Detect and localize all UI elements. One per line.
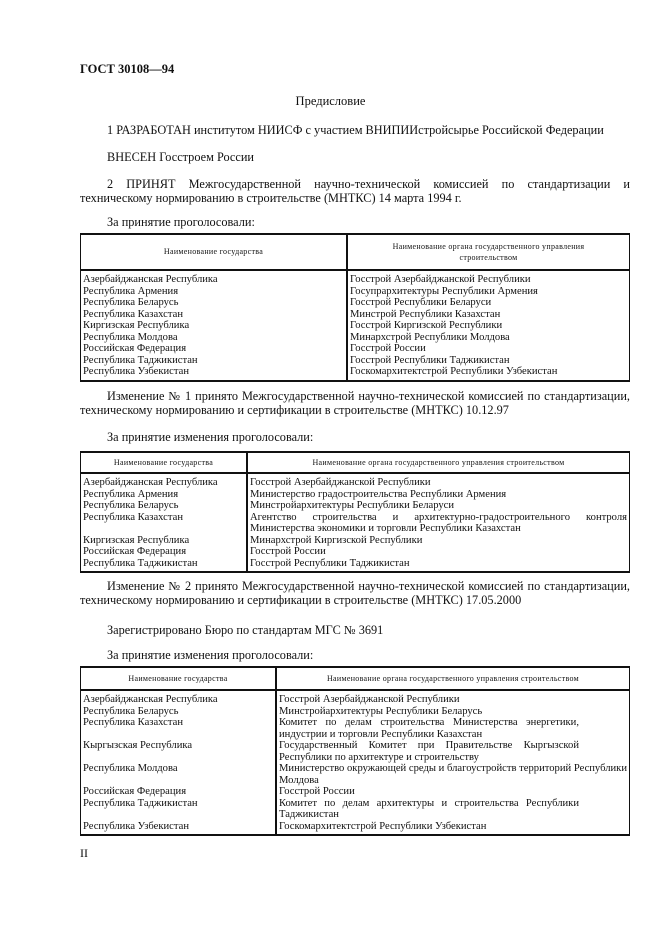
state-name: Республика Узбекистан (81, 821, 277, 836)
paragraph-developed: 1 РАЗРАБОТАН институтом НИИСФ с участием ВНИПИИстройсырье Российской Федерации (107, 123, 604, 137)
voting-table-3 (80, 666, 630, 836)
table-row (81, 763, 630, 786)
organ-name: Госстрой Азербайджанской Республики (350, 274, 531, 285)
organ-name: Госстрой России (350, 343, 426, 354)
table-row (81, 786, 630, 798)
organ-name: Госстрой Киргизской Республики (350, 320, 503, 331)
table-row (81, 512, 630, 535)
state-name: Республика Молдова (81, 332, 348, 344)
state-name: Российская Федерация (81, 343, 348, 355)
table-row (81, 690, 630, 706)
state-name: Республика Казахстан (81, 717, 277, 740)
column-header-organ: Наименование органа государственного управления строительством (247, 452, 630, 473)
state-name: Киргизская Республика (81, 535, 248, 547)
column-header-state: Наименование государства (81, 667, 277, 690)
registration-note: Зарегистрировано Бюро по стандартам МГС № 3691 (107, 623, 384, 637)
table-row (81, 366, 630, 381)
state-name: Республика Таджикистан (81, 798, 277, 821)
column-header-organ: Наименование органа государственного управления строительством (347, 234, 630, 270)
state-name: Республика Молдова (81, 763, 277, 786)
state-name: Кыргызская Республика (81, 740, 277, 763)
table-row (81, 706, 630, 718)
table-row (81, 546, 630, 558)
table-row (81, 343, 630, 355)
table-row (81, 473, 630, 489)
amendment-1: Изменение № 1 принято Межгосударственной научно-технической комиссией по стандартизации, техническому нормированию и сертификации в строительстве (МНТКС) 10.12.97 (80, 389, 630, 417)
vote-label-3: За принятие изменения проголосовали: (107, 648, 314, 662)
state-name: Республика Узбекистан (81, 366, 348, 381)
organ-name: Комитет по делам архитектуры и строительства Республики Таджикистан (279, 797, 579, 820)
table-row (81, 286, 630, 298)
organ-name: Госстрой России (250, 546, 326, 557)
state-name: Республика Армения (81, 489, 248, 501)
table-row (81, 740, 630, 763)
table-row (81, 717, 630, 740)
table-row (81, 270, 630, 286)
table-row (81, 309, 630, 321)
state-name: Республика Беларусь (81, 297, 348, 309)
organ-name: Госстрой России (279, 786, 355, 797)
state-name: Республика Казахстан (81, 309, 348, 321)
state-name: Республика Таджикистан (81, 355, 348, 367)
table-row (81, 535, 630, 547)
vote-label-1: За принятие проголосовали: (107, 215, 255, 229)
state-name: Азербайджанская Республика (81, 690, 277, 706)
state-name: Республика Армения (81, 286, 348, 298)
organ-name: Госкомархитектстрой Республики Узбекистан (350, 366, 558, 377)
table-row (81, 332, 630, 344)
table-row (81, 821, 630, 836)
organ-name: Государственный Комитет при Правительстве Кыргызской Республики по архитектуре и строительству (279, 740, 579, 763)
organ-name: Госстрой Азербайджанской Республики (250, 477, 431, 488)
state-name: Республика Беларусь (81, 500, 248, 512)
state-name: Азербайджанская Республика (81, 270, 348, 286)
organ-name: Госупрархитектуры Республики Армения (350, 285, 538, 297)
column-header-state: Наименование государства (81, 234, 348, 270)
amendment-2: Изменение № 2 принято Межгосударственной научно-технической комиссией по стандартизации, техническому нормированию и сертификации в строительстве (МНТКС) 17.05.2000 (80, 579, 630, 607)
organ-name: Минархстрой Киргизской Республики (250, 534, 423, 546)
organ-name: Комитет по делам строительства Министерства энергетики, индустрии и торговли Республики Казахстан (279, 717, 579, 740)
organ-name: Госстрой Республики Беларуси (350, 297, 492, 308)
state-name: Киргизская Республика (81, 320, 348, 332)
table-row (81, 489, 630, 501)
table-row (81, 320, 630, 332)
table-row (81, 798, 630, 821)
voting-table-1 (80, 233, 630, 382)
organ-name: Минстрой Республики Казахстан (350, 308, 501, 320)
state-name: Республика Таджикистан (81, 558, 248, 573)
organ-name: Министерство окружающей среды и благоустройств территорий Республики Молдова (279, 763, 627, 786)
organ-name: Министерство градостроительства Республики Армения (250, 488, 507, 500)
table-row (81, 558, 630, 573)
section-title: Предисловие (295, 94, 366, 108)
column-header-state: Наименование государства (81, 452, 248, 473)
state-name: Российская Федерация (81, 546, 248, 558)
organ-name: Минстройархитектуры Республики Беларуси (250, 500, 455, 511)
table-row (81, 355, 630, 367)
state-name: Российская Федерация (81, 786, 277, 798)
organ-name: Минстройархитектуры Республики Беларусь (279, 705, 483, 717)
table-row (81, 297, 630, 309)
paragraph-introduced: ВНЕСЕН Госстроем России (107, 150, 255, 164)
paragraph-adopted: 2 ПРИНЯТ Межгосударственной научно-технической комиссией по стандартизации и техническому нормированию в строительстве (МНТКС) 14 марта 1994 г. (80, 177, 630, 205)
organ-name: Госстрой Республики Таджикистан (350, 354, 510, 366)
voting-table-2 (80, 451, 630, 573)
document-header: ГОСТ 30108—94 (80, 62, 175, 76)
state-name: Республика Беларусь (81, 706, 277, 718)
page-number: II (80, 846, 88, 860)
organ-name: Госстрой Республики Таджикистан (250, 557, 410, 569)
organ-name: Минархстрой Республики Молдова (350, 331, 510, 343)
vote-label-2: За принятие изменения проголосовали: (107, 430, 314, 444)
state-name: Республика Казахстан (81, 512, 248, 535)
organ-name: Госкомархитектстрой Республики Узбекистан (279, 820, 487, 832)
organ-name: Госстрой Азербайджанской Республики (279, 694, 460, 705)
column-header-organ: Наименование органа государственного управления строительством (276, 667, 630, 690)
table-row (81, 500, 630, 512)
state-name: Азербайджанская Республика (81, 473, 248, 489)
organ-name: Агентство строительства и архитектурно-градостроительного контроля Министерства экономики и торговли Республики Казахстан (250, 511, 627, 534)
